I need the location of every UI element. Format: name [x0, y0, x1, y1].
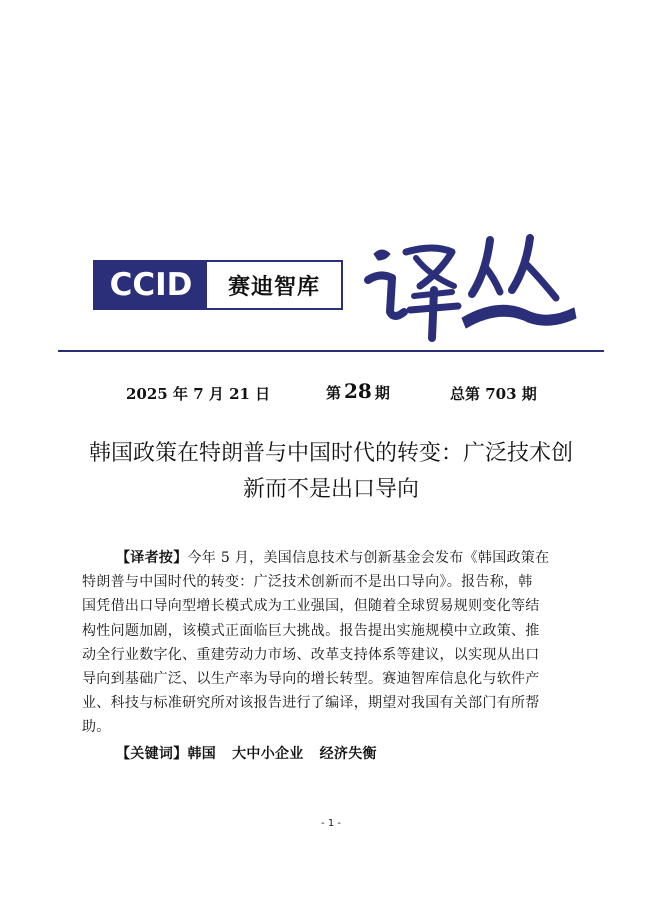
issue-info — [0, 380, 662, 406]
logo-ccid-text: CCID — [95, 262, 207, 308]
ccid-logo — [93, 260, 343, 310]
abstract-line-1 — [82, 546, 582, 570]
title-line-2: 新而不是出口导向 — [242, 477, 419, 502]
abstract-line-4: 构性问题加剧，该模式正面临巨大挑战。报告提出实施规模中立政策、推 — [82, 622, 540, 639]
masthead-header — [0, 0, 662, 360]
masthead-calligraphy-icon — [360, 232, 580, 342]
issue-date: 2025 年 7 月 21 日 — [126, 385, 271, 403]
abstract-line-8: 助。 — [82, 719, 111, 736]
header-divider — [58, 350, 604, 352]
abstract-line-7: 业、科技与标准研究所对该报告进行了编译，期望对我国有关部门有所帮 — [82, 695, 540, 712]
keywords-label: 【关键词】 — [116, 745, 188, 762]
page-number: - 1 - — [321, 818, 341, 829]
issue-suffix: 期 — [374, 384, 390, 402]
abstract-line-2: 特朗普与中国时代的转变：广泛技术创新而不是出口导向》。报告称，韩 — [82, 574, 533, 591]
logo-chinese-text: 赛迪智库 — [227, 274, 320, 300]
keywords — [82, 742, 582, 766]
issue-number — [326, 379, 390, 403]
translator-note — [82, 546, 582, 766]
abstract-line-3: 国凭借出口导向型增长模式成为工业强国，但随着全球贸易规则变化等结 — [82, 598, 540, 615]
keyword-item: 韩国 — [187, 745, 217, 762]
abstract-line-5: 动全行业数字化、重建劳动力市场、改革支持体系等建议，以实现从出口 — [82, 646, 540, 663]
abstract-text: 今年 5 月，美国信息技术与创新基金会发布《韩国政策在 — [187, 550, 550, 566]
title-line-1: 韩国政策在特朗普与中国时代的转变：广泛技术创 — [88, 441, 573, 466]
issue-prefix: 第 — [326, 384, 342, 402]
article-title — [60, 436, 602, 508]
abstract-line-6: 导向到基础广泛、以生产率为导向的增长转型。赛迪智库信息化与软件产 — [82, 670, 540, 687]
keyword-item: 经济失衡 — [319, 745, 377, 762]
translator-note-label: 【译者按】 — [116, 550, 188, 566]
issue-total: 总第 703 期 — [450, 385, 537, 403]
keyword-item: 大中小企业 — [232, 745, 304, 762]
issue-number-value: 28 — [344, 379, 372, 403]
